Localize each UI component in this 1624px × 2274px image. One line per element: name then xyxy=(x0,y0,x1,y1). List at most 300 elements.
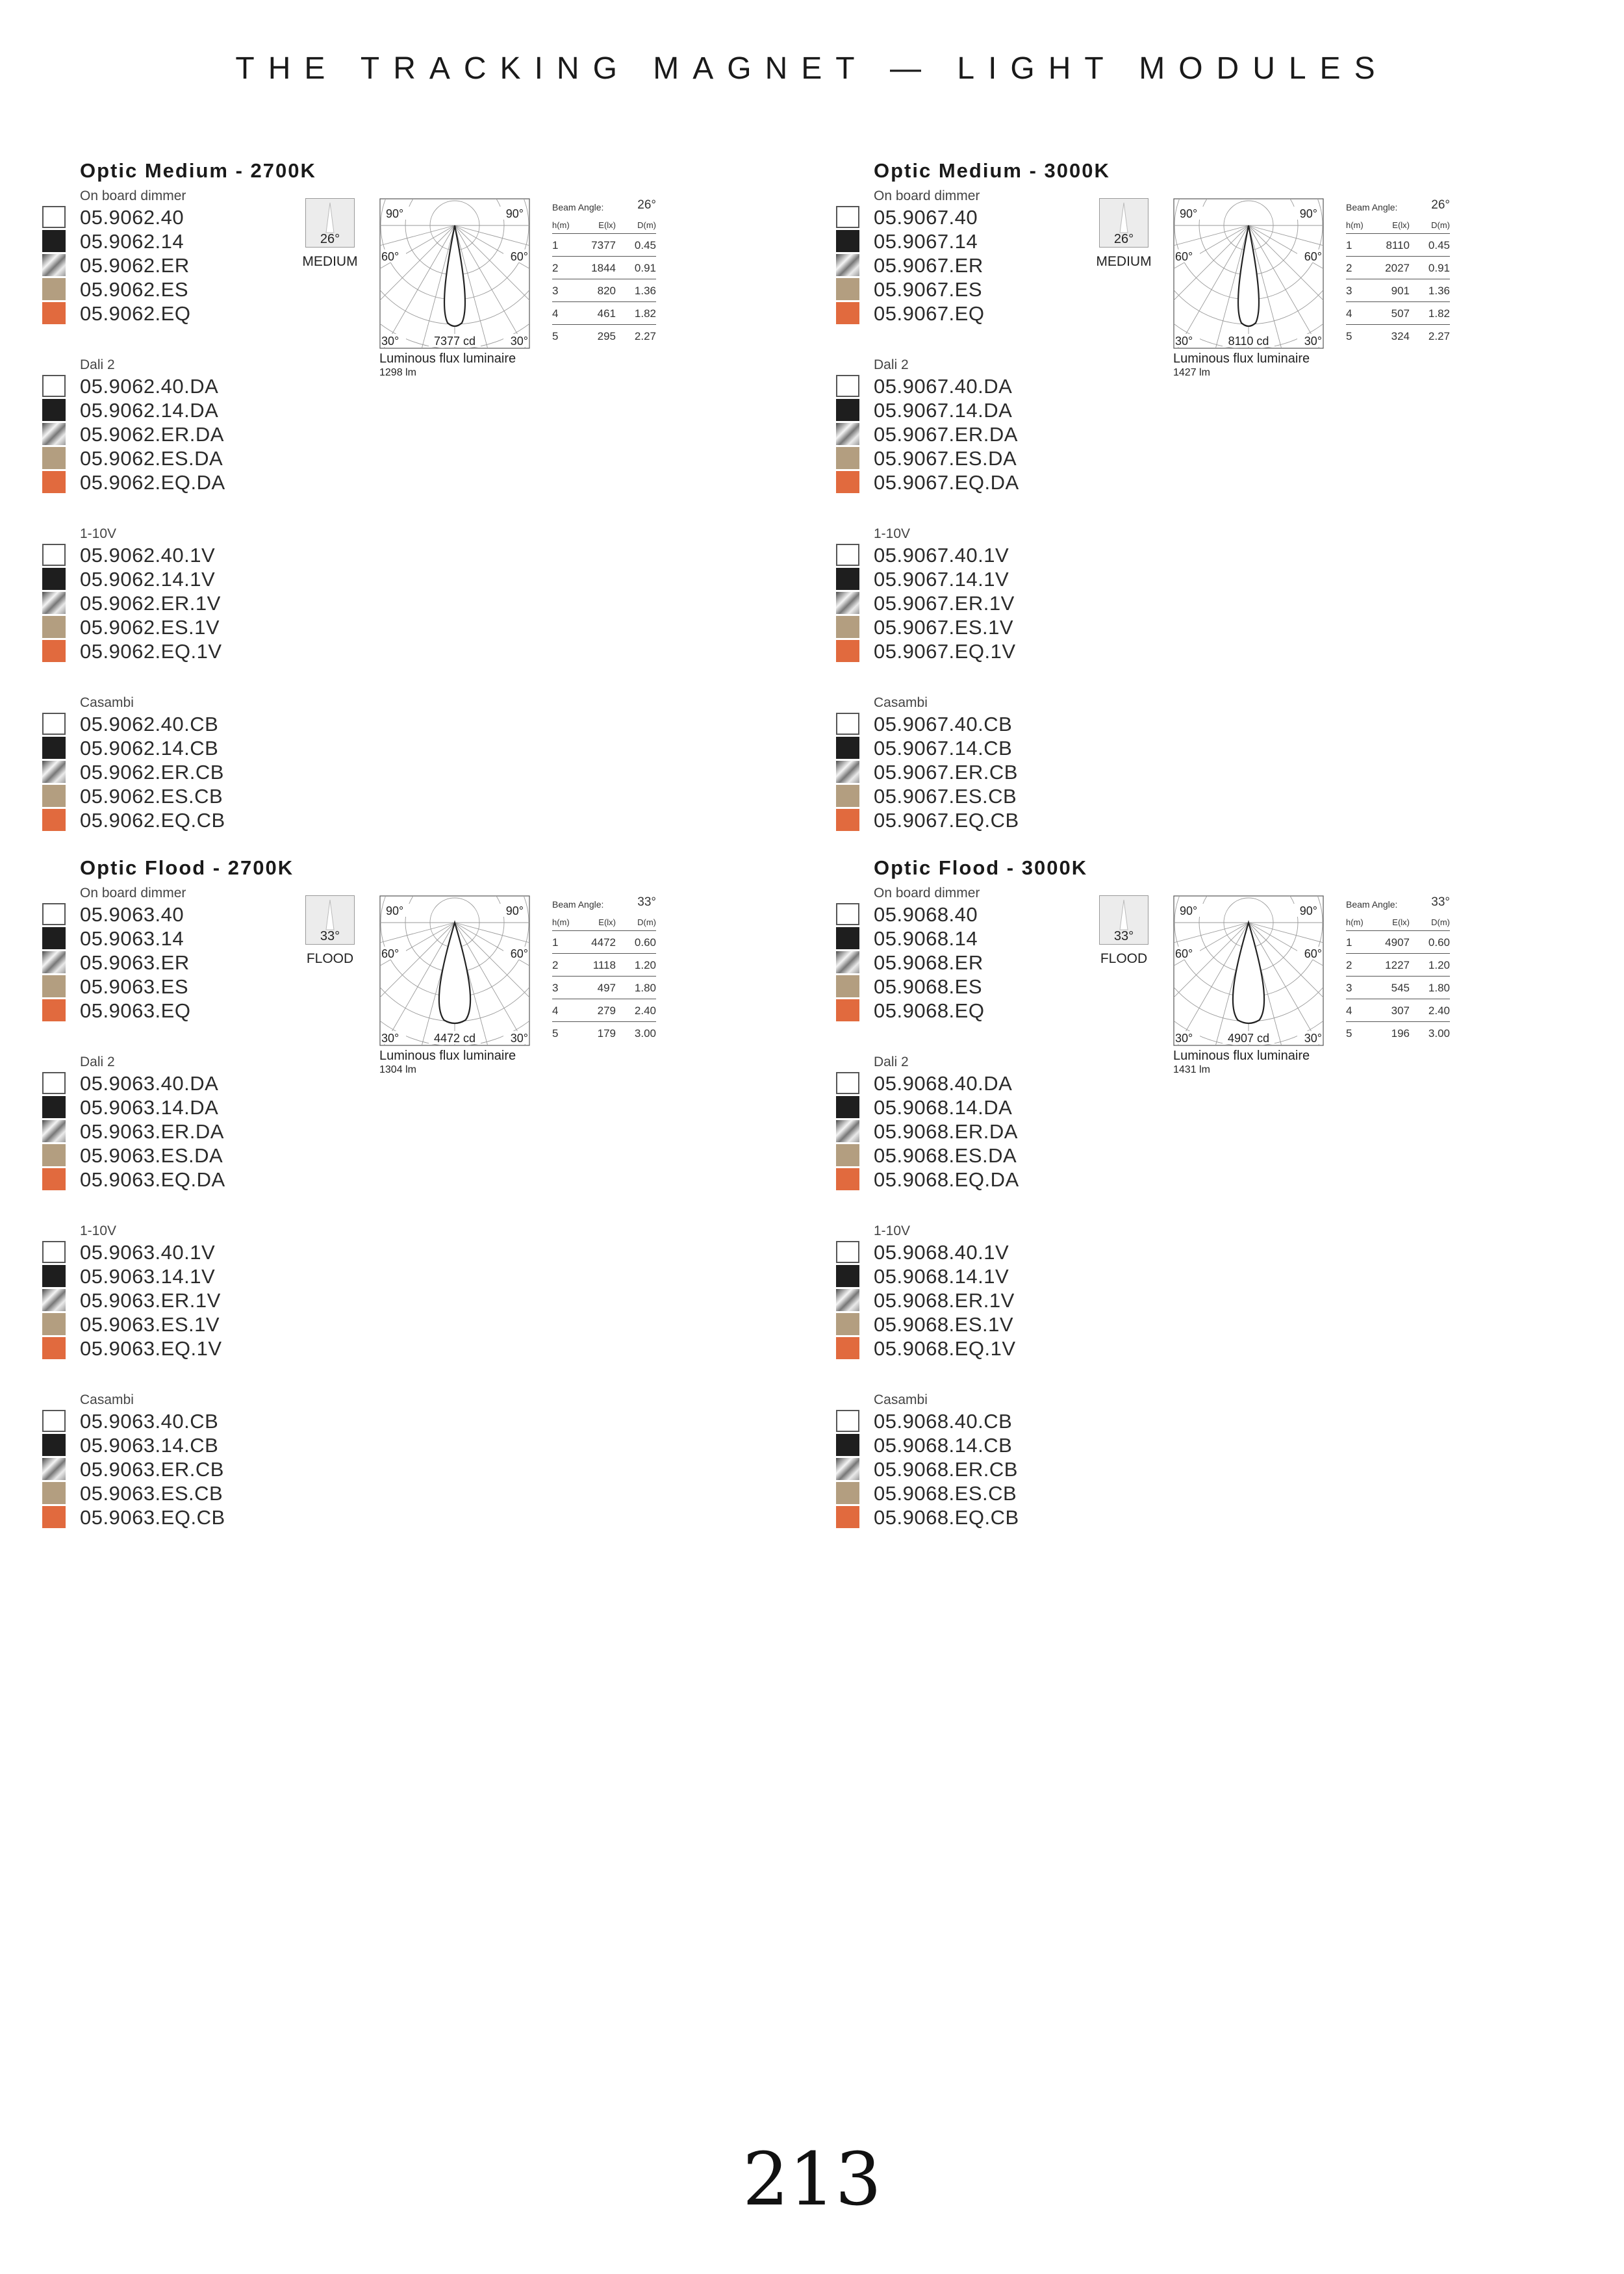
orange-swatch xyxy=(42,999,66,1021)
group-label: 1-10V xyxy=(80,526,117,541)
product-code-row xyxy=(874,1168,1237,1192)
product-code-row xyxy=(874,567,1237,591)
beam-column-header: D(m) xyxy=(637,917,656,927)
group-label: 1-10V xyxy=(874,526,911,541)
product-code: 05.9068.ER.CB xyxy=(874,1458,1018,1481)
product-code-row xyxy=(874,422,1237,446)
label-30-right: 30° xyxy=(510,1032,528,1045)
product-code: 05.9067.40.CB xyxy=(874,713,1013,735)
white-swatch xyxy=(836,903,859,925)
sand-swatch xyxy=(42,975,66,997)
beam-angle-header xyxy=(552,198,656,215)
sand-swatch xyxy=(42,1144,66,1166)
product-code: 05.9063.14 xyxy=(80,927,184,950)
white-swatch xyxy=(42,1241,66,1263)
product-code: 05.9063.40.DA xyxy=(80,1072,219,1095)
product-code: 05.9062.ES.CB xyxy=(80,785,223,808)
beam-cell: 4907 xyxy=(1385,936,1410,949)
product-code-row xyxy=(80,1264,444,1288)
product-code-row xyxy=(874,1505,1237,1529)
beam-column-header: h(m) xyxy=(552,917,570,927)
black-swatch xyxy=(836,1096,859,1118)
beam-table xyxy=(552,895,656,1044)
beam-cell: 1 xyxy=(552,239,559,251)
product-code-row xyxy=(80,422,444,446)
beam-row xyxy=(1346,234,1450,257)
white-swatch xyxy=(836,206,859,228)
flux-caption: Luminous flux luminaire xyxy=(1173,1049,1310,1063)
beam-column-headers xyxy=(1346,912,1450,931)
sand-swatch xyxy=(836,785,859,807)
white-swatch xyxy=(42,1072,66,1094)
beam-column-header: D(m) xyxy=(1431,220,1450,230)
beam-cell: 2.27 xyxy=(634,330,656,342)
label-90-left: 90° xyxy=(1180,904,1198,917)
peak-intensity-label: 7377 cd xyxy=(433,335,476,348)
sand-swatch xyxy=(836,278,859,300)
product-code: 05.9062.ER.CB xyxy=(80,761,224,784)
product-code: 05.9063.ES.CB xyxy=(80,1482,223,1505)
product-code: 05.9063.40 xyxy=(80,903,184,926)
product-code-row xyxy=(80,543,444,567)
product-code-row xyxy=(80,1312,444,1336)
product-code-row xyxy=(874,1119,1237,1143)
optic-name: FLOOD xyxy=(306,951,354,966)
product-code: 05.9062.EQ.CB xyxy=(80,809,225,832)
black-swatch xyxy=(42,1265,66,1287)
label-90-left: 90° xyxy=(386,904,404,917)
beam-cell: 0.60 xyxy=(1428,936,1450,949)
chrome-swatch xyxy=(42,1289,66,1311)
label-60-right: 60° xyxy=(1304,250,1322,263)
beam-row xyxy=(552,977,656,999)
beam-cell: 3.00 xyxy=(634,1027,656,1040)
product-code-row xyxy=(80,784,444,808)
flux-caption: Luminous flux luminaire xyxy=(1173,351,1310,366)
product-code: 05.9063.EQ.CB xyxy=(80,1506,225,1529)
product-code: 05.9068.EQ.CB xyxy=(874,1506,1019,1529)
product-code: 05.9062.ES xyxy=(80,278,189,301)
product-code: 05.9067.ES.CB xyxy=(874,785,1017,808)
beam-table xyxy=(1346,895,1450,1044)
group-label: Dali 2 xyxy=(80,1054,115,1069)
product-code: 05.9068.14 xyxy=(874,927,978,950)
beam-cell: 1.20 xyxy=(1428,959,1450,971)
label-30-left: 30° xyxy=(381,1032,400,1045)
chrome-swatch xyxy=(42,1120,66,1142)
sand-swatch xyxy=(42,785,66,807)
product-code-row xyxy=(874,1336,1237,1361)
beam-row xyxy=(1346,954,1450,977)
white-swatch xyxy=(836,713,859,735)
sand-swatch xyxy=(836,1144,859,1166)
beam-cell: 3 xyxy=(552,285,559,297)
beam-cell: 2027 xyxy=(1385,262,1410,274)
product-code-row xyxy=(874,446,1237,470)
beam-column-header: E(lx) xyxy=(1392,917,1410,927)
polar-diagram xyxy=(379,198,530,349)
beam-cell: 0.45 xyxy=(634,239,656,251)
product-code-row xyxy=(874,639,1237,663)
orange-swatch xyxy=(42,302,66,324)
sand-swatch xyxy=(42,278,66,300)
peak-intensity-label: 4907 cd xyxy=(1227,1032,1270,1045)
orange-swatch xyxy=(836,640,859,662)
flux-value: 1304 lm xyxy=(379,1064,416,1075)
label-30-left: 30° xyxy=(381,335,400,348)
product-code: 05.9068.ES.1V xyxy=(874,1313,1014,1336)
orange-swatch xyxy=(836,999,859,1021)
beam-angle-label: Beam Angle: xyxy=(552,899,604,910)
orange-swatch xyxy=(836,1168,859,1190)
beam-cell: 5 xyxy=(1346,1027,1352,1040)
beam-column-headers xyxy=(552,912,656,931)
peak-intensity-label: 8110 cd xyxy=(1228,335,1269,348)
beam-row xyxy=(552,302,656,325)
product-code: 05.9067.40.DA xyxy=(874,375,1013,398)
page-title: THE TRACKING MAGNET — LIGHT MODULES xyxy=(235,51,1389,86)
beam-row xyxy=(1346,999,1450,1022)
product-code: 05.9068.ES xyxy=(874,975,983,998)
black-swatch xyxy=(42,1434,66,1456)
product-code-row xyxy=(874,398,1237,422)
beam-cell: 0.45 xyxy=(1428,239,1450,251)
beam-cell: 1118 xyxy=(592,959,616,971)
polar-diagram xyxy=(1173,198,1324,349)
product-block xyxy=(0,159,780,858)
product-code: 05.9062.14.CB xyxy=(80,737,219,760)
product-code: 05.9063.ES.DA xyxy=(80,1144,223,1167)
product-code: 05.9067.ER.DA xyxy=(874,423,1018,446)
product-code: 05.9062.EQ xyxy=(80,302,191,325)
group-label: On board dimmer xyxy=(874,188,980,203)
product-code: 05.9062.14 xyxy=(80,230,184,253)
product-code: 05.9068.40.CB xyxy=(874,1410,1013,1433)
product-code-row xyxy=(874,470,1237,494)
beam-cell: 7377 xyxy=(591,239,616,251)
beam-row xyxy=(1346,257,1450,279)
product-code: 05.9068.EQ.1V xyxy=(874,1337,1016,1360)
block-title: Optic Medium - 2700K xyxy=(80,159,316,182)
product-code-row xyxy=(874,1433,1237,1457)
white-swatch xyxy=(42,713,66,735)
group-label: On board dimmer xyxy=(80,886,186,901)
beam-cell: 507 xyxy=(1391,307,1410,320)
black-swatch xyxy=(42,927,66,949)
beam-cell: 4472 xyxy=(591,936,616,949)
product-code: 05.9068.14.1V xyxy=(874,1265,1009,1288)
orange-swatch xyxy=(836,471,859,493)
product-code: 05.9062.ES.1V xyxy=(80,616,220,639)
product-code-row xyxy=(80,712,444,736)
label-90-right: 90° xyxy=(1299,207,1317,220)
product-code: 05.9067.ES.DA xyxy=(874,447,1017,470)
product-code: 05.9062.14.DA xyxy=(80,399,219,422)
black-swatch xyxy=(42,230,66,252)
beam-column-header: h(m) xyxy=(1346,917,1364,927)
product-code-row xyxy=(874,808,1237,832)
beam-column-header: E(lx) xyxy=(598,917,616,927)
product-code: 05.9062.14.1V xyxy=(80,568,216,591)
beam-row xyxy=(1346,931,1450,954)
chrome-swatch xyxy=(836,1289,859,1311)
beam-cell: 1 xyxy=(1346,239,1352,251)
label-60-right: 60° xyxy=(510,250,528,263)
label-60-left: 60° xyxy=(1175,947,1193,960)
product-code-row xyxy=(874,1288,1237,1312)
beam-cell: 2 xyxy=(1346,959,1352,971)
peak-intensity-label: 4472 cd xyxy=(433,1032,476,1045)
beam-column-header: D(m) xyxy=(1431,917,1450,927)
beam-cell: 8110 xyxy=(1386,239,1410,251)
label-90-left: 90° xyxy=(386,207,404,220)
product-code: 05.9068.ES.CB xyxy=(874,1482,1017,1505)
beam-cell: 4 xyxy=(1346,307,1352,320)
beam-cell: 1227 xyxy=(1385,959,1410,971)
product-code-row xyxy=(80,736,444,760)
product-code: 05.9062.EQ.1V xyxy=(80,640,222,663)
polar-diagram xyxy=(1173,895,1324,1046)
product-code-row xyxy=(80,1481,444,1505)
product-code-row xyxy=(874,615,1237,639)
beam-cell: 497 xyxy=(597,982,616,994)
beam-cell: 196 xyxy=(1391,1027,1410,1040)
product-code: 05.9062.ER.DA xyxy=(80,423,224,446)
product-code-row xyxy=(80,1143,444,1168)
product-code-row xyxy=(80,446,444,470)
beam-row xyxy=(552,954,656,977)
beam-cell: 1.36 xyxy=(634,285,656,297)
product-code: 05.9062.40.1V xyxy=(80,544,216,567)
product-block xyxy=(794,159,1573,858)
product-code: 05.9068.40.DA xyxy=(874,1072,1013,1095)
product-code: 05.9062.40.CB xyxy=(80,713,219,735)
product-code: 05.9068.14.CB xyxy=(874,1434,1013,1457)
beam-cell: 2.40 xyxy=(1428,1004,1450,1017)
beam-cell: 901 xyxy=(1391,285,1410,297)
product-code: 05.9067.ER.CB xyxy=(874,761,1018,784)
sand-swatch xyxy=(42,1482,66,1504)
chrome-swatch xyxy=(836,423,859,445)
product-code-row xyxy=(874,591,1237,615)
orange-swatch xyxy=(836,302,859,324)
product-code-row xyxy=(80,1409,444,1433)
chrome-swatch xyxy=(836,592,859,614)
group-label: On board dimmer xyxy=(80,188,186,203)
product-code-row xyxy=(80,1119,444,1143)
beam-angle-label: Beam Angle: xyxy=(1346,899,1398,910)
optic-degree: 26° xyxy=(1113,232,1134,246)
label-90-right: 90° xyxy=(505,207,524,220)
black-swatch xyxy=(836,230,859,252)
beam-cell: 1 xyxy=(1346,936,1352,949)
chrome-swatch xyxy=(836,761,859,783)
beam-column-header: E(lx) xyxy=(1392,220,1410,230)
chrome-swatch xyxy=(42,951,66,973)
beam-angle-header xyxy=(1346,198,1450,215)
product-code-row xyxy=(874,784,1237,808)
product-code: 05.9067.ES xyxy=(874,278,983,301)
beam-cell: 1.20 xyxy=(634,959,656,971)
beam-column-headers xyxy=(552,215,656,234)
beam-row xyxy=(552,234,656,257)
beam-cell: 1.82 xyxy=(1428,307,1450,320)
product-code: 05.9068.40.1V xyxy=(874,1241,1009,1264)
beam-cell: 279 xyxy=(597,1004,616,1017)
beam-cell: 4 xyxy=(1346,1004,1352,1017)
flux-caption: Luminous flux luminaire xyxy=(379,1049,516,1063)
beam-column-header: D(m) xyxy=(637,220,656,230)
product-code: 05.9063.EQ.DA xyxy=(80,1168,225,1191)
orange-swatch xyxy=(836,1337,859,1359)
product-code: 05.9067.EQ xyxy=(874,302,985,325)
product-code: 05.9063.40.CB xyxy=(80,1410,219,1433)
polar-diagram xyxy=(379,895,530,1046)
beam-cell: 1.36 xyxy=(1428,285,1450,297)
group-label: Casambi xyxy=(874,695,928,710)
product-code: 05.9067.14.1V xyxy=(874,568,1009,591)
beam-cell: 1.80 xyxy=(1428,982,1450,994)
product-code: 05.9068.14.DA xyxy=(874,1096,1013,1119)
white-swatch xyxy=(42,375,66,397)
chrome-swatch xyxy=(836,1120,859,1142)
white-swatch xyxy=(836,1410,859,1432)
black-swatch xyxy=(42,737,66,759)
product-code: 05.9062.ER xyxy=(80,254,190,277)
product-code-row xyxy=(80,1433,444,1457)
product-code: 05.9063.ES.1V xyxy=(80,1313,220,1336)
beam-table xyxy=(552,198,656,347)
label-60-left: 60° xyxy=(381,947,400,960)
product-code-row xyxy=(874,712,1237,736)
sand-swatch xyxy=(836,616,859,638)
group-label: 1-10V xyxy=(80,1223,117,1238)
product-code: 05.9068.40 xyxy=(874,903,978,926)
product-code-row xyxy=(80,470,444,494)
black-swatch xyxy=(42,399,66,421)
chrome-swatch xyxy=(42,254,66,276)
label-60-left: 60° xyxy=(1175,250,1193,263)
beam-row xyxy=(552,325,656,347)
orange-swatch xyxy=(836,1506,859,1528)
label-60-right: 60° xyxy=(1304,947,1322,960)
product-code: 05.9068.ER.DA xyxy=(874,1120,1018,1143)
product-code-row xyxy=(80,760,444,784)
beam-cell: 1.82 xyxy=(634,307,656,320)
beam-row xyxy=(1346,325,1450,347)
beam-cell: 324 xyxy=(1391,330,1410,342)
product-code: 05.9063.14.CB xyxy=(80,1434,219,1457)
product-block xyxy=(794,856,1573,1555)
beam-row xyxy=(552,931,656,954)
beam-cell: 2 xyxy=(1346,262,1352,274)
product-code: 05.9067.14 xyxy=(874,230,978,253)
optic-degree: 26° xyxy=(320,232,340,246)
sand-swatch xyxy=(42,447,66,469)
beam-angle-label: Beam Angle: xyxy=(1346,202,1398,212)
beam-row xyxy=(552,1022,656,1044)
product-code: 05.9063.40.1V xyxy=(80,1241,216,1264)
black-swatch xyxy=(42,568,66,590)
orange-swatch xyxy=(836,809,859,831)
beam-angle-value: 33° xyxy=(637,895,656,909)
black-swatch xyxy=(42,1096,66,1118)
beam-cell: 3 xyxy=(1346,285,1352,297)
beam-cell: 461 xyxy=(597,307,616,320)
orange-swatch xyxy=(42,471,66,493)
label-90-right: 90° xyxy=(1299,904,1317,917)
product-code: 05.9067.40 xyxy=(874,206,978,229)
sand-swatch xyxy=(836,1482,859,1504)
beam-row xyxy=(552,257,656,279)
orange-swatch xyxy=(42,809,66,831)
group-label: Dali 2 xyxy=(874,357,909,372)
white-swatch xyxy=(42,206,66,228)
product-code: 05.9063.ES xyxy=(80,975,189,998)
beam-cell: 2.40 xyxy=(634,1004,656,1017)
beam-column-headers xyxy=(1346,215,1450,234)
chrome-swatch xyxy=(42,1458,66,1480)
product-code: 05.9068.EQ xyxy=(874,999,985,1022)
sand-swatch xyxy=(836,447,859,469)
product-code-row xyxy=(80,1168,444,1192)
product-code: 05.9063.EQ.1V xyxy=(80,1337,222,1360)
product-code-row xyxy=(874,543,1237,567)
beam-angle-label: Beam Angle: xyxy=(552,202,604,212)
product-code: 05.9063.14.DA xyxy=(80,1096,219,1119)
product-code-row xyxy=(80,1336,444,1361)
product-code: 05.9067.ER xyxy=(874,254,983,277)
product-code-row xyxy=(80,567,444,591)
white-swatch xyxy=(836,375,859,397)
orange-swatch xyxy=(42,1506,66,1528)
orange-swatch xyxy=(42,640,66,662)
page-number: 213 xyxy=(742,2138,882,2222)
block-title: Optic Flood - 3000K xyxy=(874,856,1088,879)
product-code: 05.9063.ER.1V xyxy=(80,1289,221,1312)
chrome-swatch xyxy=(836,254,859,276)
product-code-row xyxy=(80,1288,444,1312)
beam-angle-value: 33° xyxy=(1431,895,1450,909)
flux-value: 1427 lm xyxy=(1173,367,1210,378)
label-60-left: 60° xyxy=(381,250,400,263)
white-swatch xyxy=(836,1241,859,1263)
product-code: 05.9068.EQ.DA xyxy=(874,1168,1019,1191)
product-code: 05.9067.EQ.CB xyxy=(874,809,1019,832)
product-code-row xyxy=(80,398,444,422)
product-code: 05.9067.14.DA xyxy=(874,399,1013,422)
product-code-row xyxy=(80,615,444,639)
beam-cell: 4 xyxy=(552,1004,559,1017)
product-code-row xyxy=(80,1240,444,1264)
beam-cell: 1 xyxy=(552,936,559,949)
beam-cell: 1844 xyxy=(591,262,616,274)
group-label: On board dimmer xyxy=(874,886,980,901)
group-label: Casambi xyxy=(80,695,134,710)
product-code-row xyxy=(874,1457,1237,1481)
beam-cell: 2.27 xyxy=(1428,330,1450,342)
product-code-row xyxy=(874,1312,1237,1336)
label-90-left: 90° xyxy=(1180,207,1198,220)
orange-swatch xyxy=(42,1168,66,1190)
beam-cell: 0.60 xyxy=(634,936,656,949)
product-code: 05.9068.ER xyxy=(874,951,983,974)
product-code: 05.9067.40.1V xyxy=(874,544,1009,567)
beam-cell: 2 xyxy=(552,262,559,274)
optic-degree: 33° xyxy=(1113,929,1134,943)
group-label: Casambi xyxy=(80,1392,134,1407)
product-code: 05.9063.EQ xyxy=(80,999,191,1022)
